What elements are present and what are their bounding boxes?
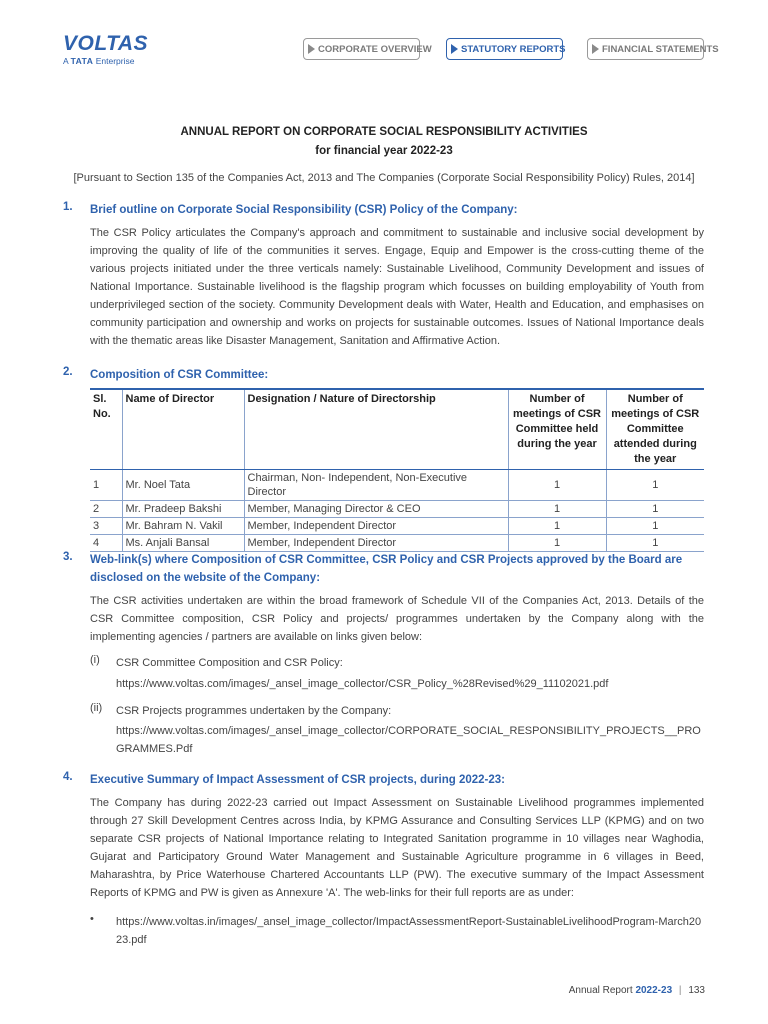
cell-designation: Chairman, Non- Independent, Non-Executive Director (244, 470, 508, 501)
section-2-heading: Composition of CSR Committee: (90, 369, 269, 381)
cell-meetings-held: 1 (508, 501, 606, 518)
list-item-label: CSR Committee Composition and CSR Policy: (116, 657, 343, 669)
section-2-number: 2. (63, 366, 73, 378)
page-subtitle: for financial year 2022-23 (315, 145, 453, 157)
list-item-marker: (i) (90, 654, 100, 666)
section-1-number: 1. (63, 201, 73, 213)
cell-sl-no: 1 (90, 470, 122, 501)
tab-corporate-overview[interactable]: CORPORATE OVERVIEW (303, 38, 420, 60)
cell-sl-no: 3 (90, 518, 122, 535)
section-4-body: The Company has during 2022-23 carried out Impact Assessment on Sustainable Livelihood programmes implemented through 27 Skill Development Centres across India, by KPMG Assurance and Consulting Services LLP (KPMG) and on two separate CSR projects of National Importance relating to Integrated Sanitation programme in 10 villages near Waghodia, Gujarat and Participatory Ground Water Management and Sustainable Agriculture programme in 6 villages in Beed, Maharashtra, by Price Waterhouse Chartered Accountants LLP (PW). The executive summary of the Impact Assessment Reports of KPMG and PW is given as Annexure 'A'. The web-links for their full reports are as under: (90, 797, 704, 899)
cell-designation: Member, Independent Director (244, 535, 508, 552)
page-footer: Annual Report 2022-23 | 133 (568, 985, 705, 996)
cell-meetings-attended: 1 (606, 535, 704, 552)
table-row (90, 470, 704, 501)
tab-statutory-reports[interactable]: STATUTORY REPORTS (446, 38, 563, 60)
cell-meetings-held: 1 (508, 518, 606, 535)
list-item-label: CSR Projects programmes undertaken by the Company: (116, 705, 392, 717)
cell-meetings-held: 1 (508, 470, 606, 501)
col-header-name: Name of Director (122, 389, 244, 470)
cell-sl-no: 4 (90, 535, 122, 552)
col-header-meetings-attended: Number of meetings of CSR Committee attended during the year (606, 389, 704, 470)
section-4-heading: Executive Summary of Impact Assessment of CSR projects, during 2022-23: (90, 774, 505, 786)
cell-designation: Member, Independent Director (244, 518, 508, 535)
impact-assessment-link[interactable]: https://www.voltas.in/images/_ansel_image_collector/ImpactAssessmentReport-SustainableLivelihoodProgram-March2023.pdf (116, 916, 702, 946)
section-1-heading: Brief outline on Corporate Social Responsibility (CSR) Policy of the Company: (90, 204, 518, 216)
cell-sl-no: 2 (90, 501, 122, 518)
list-item-marker: (ii) (90, 702, 103, 714)
section-4-number: 4. (63, 771, 73, 783)
arrow-right-icon (592, 44, 599, 54)
cell-designation: Member, Managing Director & CEO (244, 501, 508, 518)
arrow-right-icon (308, 44, 315, 54)
table-row (90, 501, 704, 518)
col-header-meetings-held: Number of meetings of CSR Committee held during the year (508, 389, 606, 470)
logo-tagline: A TATA Enterprise (63, 56, 135, 66)
section-3-body: The CSR activities undertaken are within the broad framework of Schedule VII of the Companies Act, 2013. Details of the CSR Committee composition, CSR Policy and projects/ programmes undertaken by the Company along with the implementing agencies / partners are available on links given below: (90, 595, 704, 643)
cell-name: Mr. Noel Tata (122, 470, 244, 501)
page-title: ANNUAL REPORT ON CORPORATE SOCIAL RESPONSIBILITY ACTIVITIES (180, 126, 588, 138)
col-header-designation: Designation / Nature of Directorship (244, 389, 508, 470)
table-row (90, 518, 704, 535)
page-number: 133 (688, 985, 705, 996)
pursuant-note: [Pursuant to Section 135 of the Companies Act, 2013 and The Companies (Corporate Social Responsibility Policy) Rules, 2014] (73, 172, 695, 184)
csr-projects-link[interactable]: https://www.voltas.com/images/_ansel_image_collector/CORPORATE_SOCIAL_RESPONSIBILITY_PROJECTS__PROGRAMMES.Pdf (116, 725, 701, 755)
cell-meetings-attended: 1 (606, 518, 704, 535)
arrow-right-icon (451, 44, 458, 54)
cell-name: Mr. Pradeep Bakshi (122, 501, 244, 518)
csr-committee-table (90, 388, 704, 552)
table-row (90, 535, 704, 552)
cell-meetings-attended: 1 (606, 501, 704, 518)
bullet-marker: • (90, 913, 94, 925)
cell-meetings-attended: 1 (606, 470, 704, 501)
section-1-body: The CSR Policy articulates the Company's approach and commitment to sustainable and inclusive social development by improving the quality of life of the communities it serves. Engage, Equip and Empower is the cross-cutting theme of the various projects initiated under the three verticals namely: Sustainable Livelihood, Community Development and issues of National Importance. Sustainable livelihood is the flagship program which focusses on building employability of Youth from underprivileged section of the society. Community Development deals with Water, Health and Education, and emphasises on community participation and ownership and works on projects for sustainable outcomes. Issues of National Importance deals with the thematic areas like Disaster Management, Sanitation and Affirmative Action. (90, 227, 704, 347)
cell-name: Ms. Anjali Bansal (122, 535, 244, 552)
tab-financial-statements[interactable]: FINANCIAL STATEMENTS (587, 38, 704, 60)
voltas-logo (63, 34, 148, 67)
col-header-sl-no: Sl. No. (90, 389, 122, 470)
section-3-number: 3. (63, 551, 73, 563)
cell-meetings-held: 1 (508, 535, 606, 552)
csr-policy-link[interactable]: https://www.voltas.com/images/_ansel_image_collector/CSR_Policy_%28Revised%29_11102021.pdf (116, 678, 609, 690)
section-3-heading: Web-link(s) where Composition of CSR Committee, CSR Policy and CSR Projects approved by the Board are disclosed on the website of the Company: (90, 554, 683, 584)
table-header-row (90, 389, 704, 470)
cell-name: Mr. Bahram N. Vakil (122, 518, 244, 535)
logo-wordmark: VOLTAS (63, 32, 149, 55)
